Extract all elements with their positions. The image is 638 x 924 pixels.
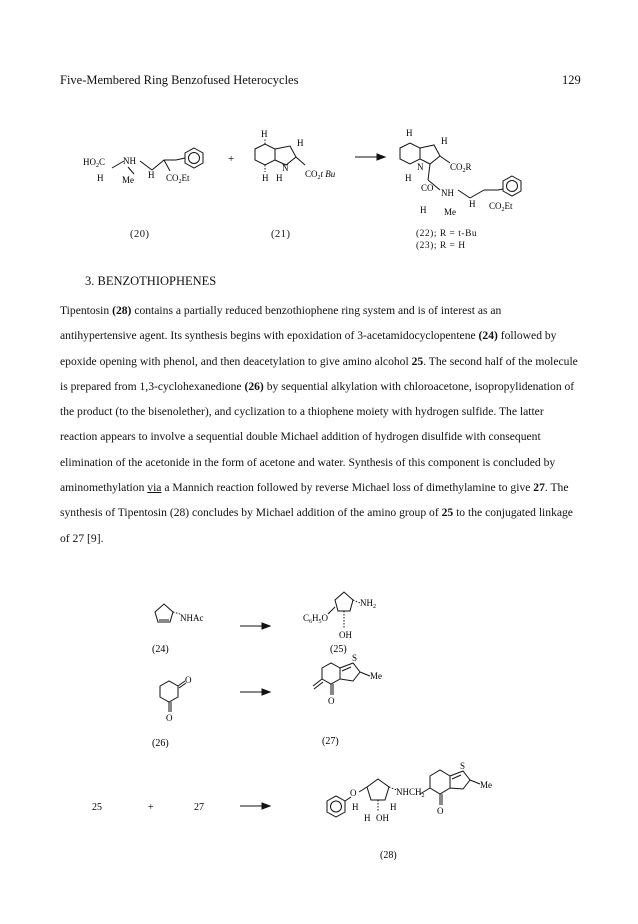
c28-o: O — [437, 806, 444, 816]
c27-me: Me — [370, 671, 382, 681]
compound-26-label: (26) — [152, 738, 169, 749]
c20-nh: NH — [123, 156, 136, 166]
running-title: Five-Membered Ring Benzofused Heterocycles — [60, 73, 299, 87]
compound-23-label: (23); R = H — [416, 241, 466, 251]
compound-20-label: (20) — [130, 229, 150, 240]
c28-h-a: H — [352, 802, 359, 812]
c21-n: N — [282, 163, 289, 173]
c21-h-right: H — [297, 138, 304, 148]
c20-h2: H — [148, 170, 155, 180]
c22-me: Me — [444, 207, 456, 217]
compound-28-label: (28) — [380, 850, 397, 861]
section-heading: 3. BENZOTHIOPHENES — [85, 274, 217, 288]
c27-o: O — [328, 696, 335, 706]
c22-h-right: H — [441, 136, 448, 146]
c21-ester: $CO_2t$ Bu — [305, 169, 336, 181]
c22-co: CO — [421, 183, 434, 193]
c28-h-b: H — [390, 802, 397, 812]
c27-s: S — [352, 653, 358, 663]
compound-22-label: (22); R = t-Bu — [416, 229, 478, 239]
c22-ester: $CO_2Et$ — [489, 201, 513, 213]
c22-h-top: H — [406, 128, 413, 138]
reactant-25: 25 — [92, 802, 102, 813]
c20-me: Me — [122, 175, 134, 185]
c20-h1: H — [97, 173, 104, 183]
c22-n: N — [417, 162, 424, 172]
compound-27-label: (27) — [322, 736, 339, 747]
c22-h4: H — [469, 199, 476, 209]
c25-phenoxy: $C_6H_5O$ — [303, 613, 329, 625]
c22-h-left: H — [405, 173, 412, 183]
c24-nhac: NHAc — [180, 613, 204, 623]
c28-oh: OH — [376, 813, 389, 823]
c21-h-bottom2: H — [276, 173, 283, 183]
plus-sign-2: + — [148, 802, 154, 813]
c21-h-bottom: H — [262, 173, 269, 183]
c28-o-link: O — [350, 788, 357, 798]
c28-nhch2: $NHCH_2$ — [396, 787, 425, 799]
compound-21-label: (21) — [271, 229, 291, 240]
page-number: 129 — [562, 73, 581, 87]
c22-nh: NH — [441, 188, 454, 198]
body-paragraph: Tipentosin (28) contains a partially reduced benzothiophene ring system and is of interest as an antihypertensive agent. Its synthesis begins with epoxidation of 3-acetamidocyclopentene (24) followed by epoxide opening with phenol, and then deacetylation to give amino alcohol 25. The second half of the molecule is prepared from 1,3-cyclohexanedione (26) by sequential alkylation with chloroacetone, isopropylidenation of the product (to the bisenolether), and cyclization to a thiophene moiety with hydrogen sulfide. The latter reaction appears to involve a sequential double Michael addition of hydrogen disulfide with consequent elimination of the acetonide in the form of acetone and water. Synthesis of this component is concluded by aminomethylation via a Mannich reaction followed by reverse Michael loss of dimethylamine to give 27. The synthesis of Tipentosin (28) concludes by Michael addition of the amino group of 25 to the conjugated linkage of 27 [9]. — [60, 304, 578, 545]
reactant-27: 27 — [194, 802, 204, 813]
c28-h-c: H — [364, 813, 371, 823]
compound-25-label: (25) — [330, 644, 347, 655]
c21-h-top: H — [261, 129, 268, 139]
c25-nh2: $NH_2$ — [360, 598, 376, 610]
c26-o-bottom: O — [166, 713, 173, 723]
c22-co2r: $CO_2R$ — [450, 162, 472, 174]
c28-me: Me — [480, 780, 492, 790]
c20-carboxyl: $HO_2C$ — [83, 157, 106, 169]
compound-24-label: (24) — [152, 644, 169, 655]
c25-oh: OH — [339, 630, 352, 640]
c26-o-top: O — [185, 675, 192, 685]
c20-ester: $CO_2Et$ — [166, 173, 190, 185]
c28-s: S — [460, 761, 466, 771]
plus-sign: + — [228, 153, 235, 165]
c22-h3: H — [420, 205, 427, 215]
